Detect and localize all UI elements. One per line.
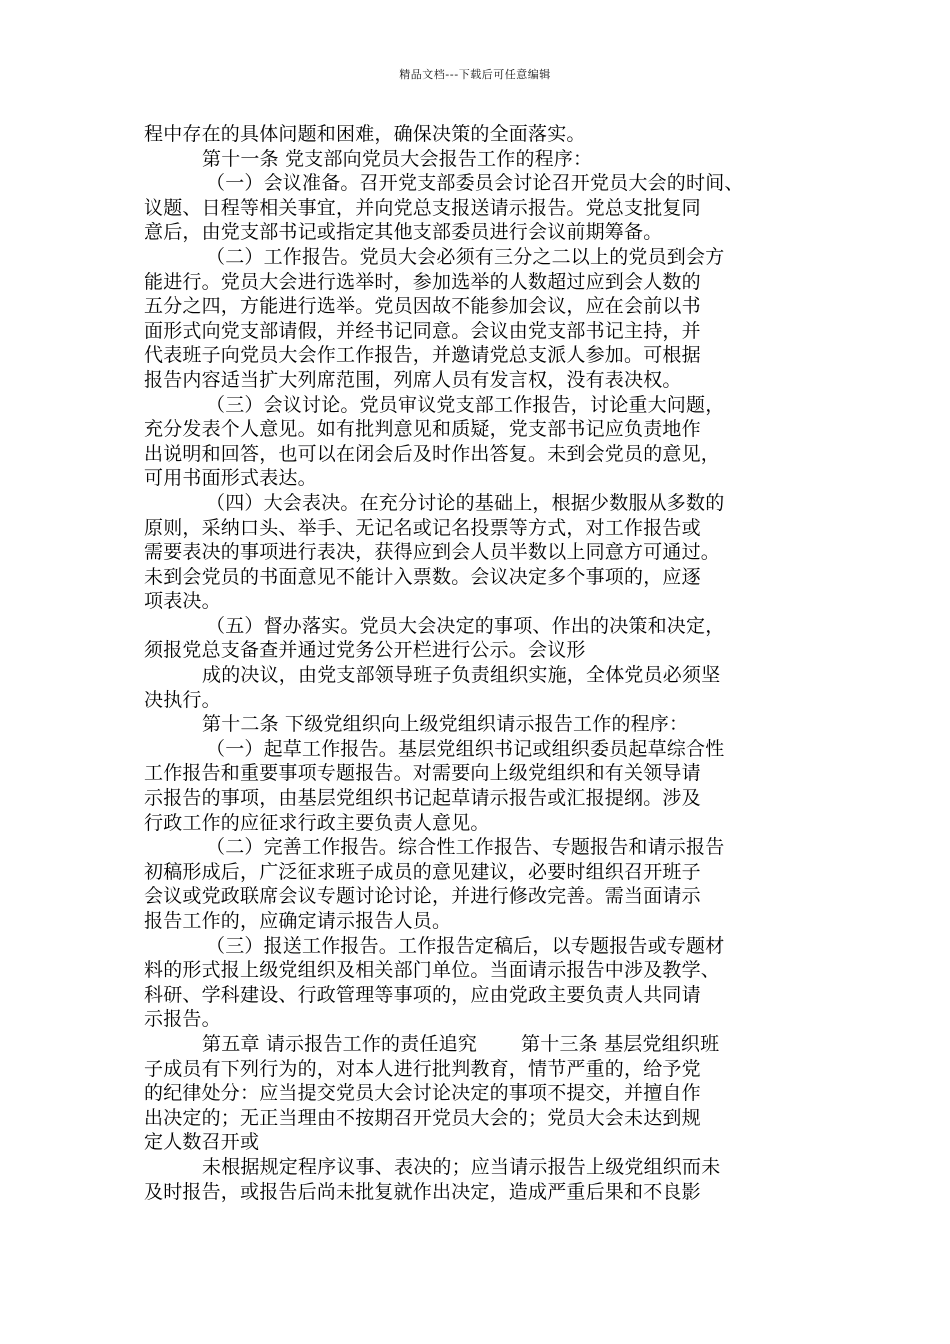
paragraph-line: 面形式向党支部请假，并经书记同意。会议由党支部书记主持，并 (144, 319, 701, 342)
paragraph-line: 会议或党政联席会议专题讨论讨论，并进行修改完善。需当面请示 (144, 885, 701, 908)
paragraph-line: 出说明和回答，也可以在闭会后及时作出答复。未到会党员的意见， (144, 442, 721, 465)
document-body (144, 122, 824, 1204)
paragraph-line: 程中存在的具体问题和困难，确保决策的全面落实。 (144, 123, 586, 145)
paragraph-line: （五）督办落实。党员大会决定的事项、作出的决策和决定， (206, 614, 725, 637)
paragraph-line: 示报告的事项，由基层党组织书记起草请示报告或汇报提纲。涉及 (144, 787, 701, 810)
paragraph-line: 行政工作的应征求行政主要负责人意见。 (144, 811, 490, 834)
chapter-line (144, 1032, 824, 1057)
paragraph-line: 充分发表个人意见。如有批判意见和质疑，党支部书记应负责地作 (144, 418, 701, 441)
paragraph-line: 原则，采纳口头、举手、无记名或记名投票等方式，对工作报告或 (144, 516, 701, 539)
paragraph-line: （四）大会表决。在充分讨论的基础上，根据少数服从多数的 (206, 491, 725, 514)
paragraph-line: 议题、日程等相关事宜，并向党总支报送请示报告。党总支批复同 (144, 196, 701, 219)
paragraph-line: 未根据规定程序议事、表决的；应当请示报告上级党组织而未 (202, 1155, 721, 1178)
paragraph-line: 出决定的；无正当理由不按期召开党员大会的；党员大会未达到规 (144, 1106, 701, 1129)
paragraph-line: 定人数召开或 (144, 1131, 260, 1154)
paragraph-line: 示报告。 (144, 1008, 221, 1031)
paragraph-line: 须报党总支备查并通过党务公开栏进行公示。会议形 (144, 639, 586, 662)
paragraph-line: 报告内容适当扩大列席范围，列席人员有发言权，没有表决权。 (144, 368, 682, 391)
paragraph-line: 及时报告，或报告后尚未批复就作出决定，造成严重后果和不良影 (144, 1180, 701, 1203)
paragraph-line: 料的形式报上级党组织及相关部门单位。当面请示报告中涉及教学、 (144, 959, 721, 982)
chapter-heading: 第五章 请示报告工作的责任追究 (202, 1032, 478, 1055)
paragraph-line: 未到会党员的书面意见不能计入票数。会议决定多个事项的，应逐 (144, 565, 701, 588)
paragraph-line: （三）报送工作报告。工作报告定稿后，以专题报告或专题材 (206, 934, 725, 957)
paragraph-line: 报告工作的，应确定请示报告人员。 (144, 910, 452, 932)
paragraph-line: 项表决。 (144, 590, 221, 613)
paragraph-line: 需要表决的事项进行表决，获得应到会人员半数以上同意方可通过。 (144, 541, 721, 564)
paragraph-line: 决执行。 (144, 688, 221, 711)
page-header: 精品文档---下载后可任意编辑 (399, 68, 551, 81)
paragraph-line: 意后，由党支部书记或指定其他支部委员进行会议前期筹备。 (144, 221, 663, 244)
paragraph-line: （二）工作报告。党员大会必须有三分之二以上的党员到会方 (206, 245, 725, 268)
paragraph-line: （一）起草工作报告。基层党组织书记或组织委员起草综合性 (206, 737, 725, 760)
paragraph-line: （三）会议讨论。党员审议党支部工作报告，讨论重大问题， (206, 393, 725, 416)
article-heading: 第十三条 基层党组织班 (521, 1032, 720, 1055)
paragraph-line: 的纪律处分：应当提交党员大会讨论决定的事项不提交，并擅自作 (144, 1082, 701, 1105)
article-heading: 第十一条 党支部向党员大会报告工作的程序： (202, 147, 593, 170)
paragraph-line: 能进行。党员大会进行选举时，参加选举的人数超过应到会人数的 (144, 270, 701, 293)
paragraph-line: （二）完善工作报告。综合性工作报告、专题报告和请示报告 (206, 836, 725, 859)
paragraph-line: 五分之四，方能进行选举。党员因故不能参加会议，应在会前以书 (144, 295, 701, 318)
paragraph-line: 初稿形成后，广泛征求班子成员的意见建议，必要时组织召开班子 (144, 860, 701, 883)
paragraph-line: 科研、学科建设、行政管理等事项的，应由党政主要负责人共同请 (144, 983, 701, 1006)
paragraph-line: 工作报告和重要事项专题报告。对需要向上级党组织和有关领导请 (144, 762, 701, 785)
paragraph-line: 子成员有下列行为的，对本人进行批判教育，情节严重的，给予党 (144, 1057, 701, 1080)
article-heading: 第十二条 下级党组织向上级党组织请示报告工作的程序： (202, 713, 689, 736)
paragraph-line: （一）会议准备。召开党支部委员会讨论召开党员大会的时间、 (206, 172, 744, 195)
paragraph-line: 可用书面形式表达。 (144, 467, 317, 490)
paragraph-line: 成的决议，由党支部领导班子负责组织实施，全体党员必须坚 (202, 664, 721, 687)
paragraph-line: 代表班子向党员大会作工作报告，并邀请党总支派人参加。可根据 (144, 344, 701, 367)
